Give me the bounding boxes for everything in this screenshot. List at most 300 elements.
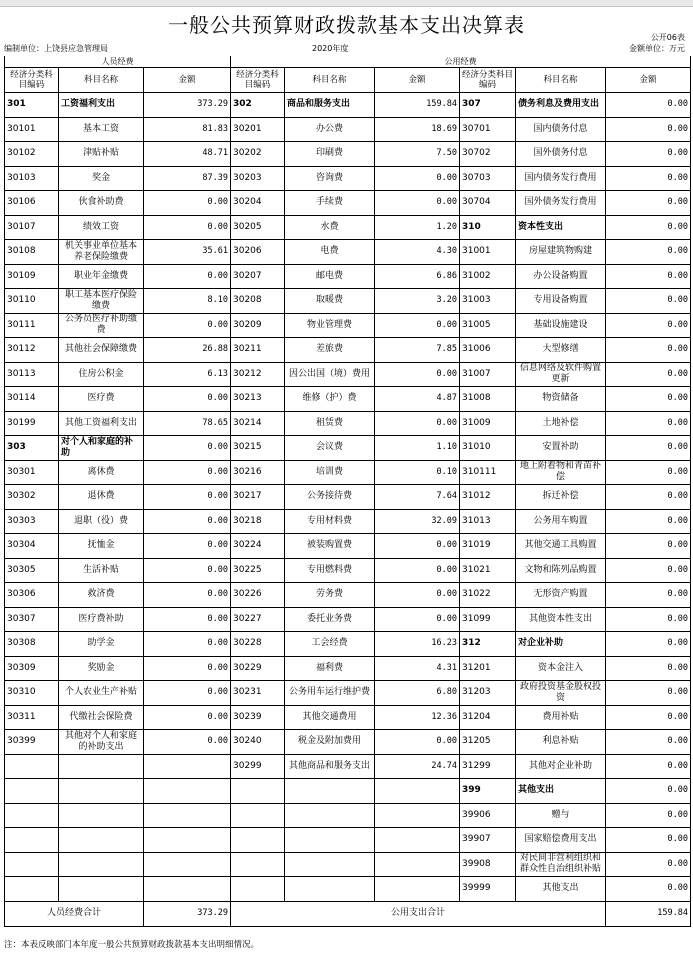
amount-cell[interactable]: 7.85	[375, 338, 460, 363]
name-cell[interactable]: 咨询费	[285, 166, 375, 191]
name-cell[interactable]: 会议费	[285, 436, 375, 461]
code-cell[interactable]: 31299	[460, 754, 516, 779]
code-cell[interactable]: 31099	[460, 607, 516, 632]
code-cell[interactable]: 30217	[231, 485, 285, 510]
amount-cell[interactable]: 0.00	[606, 583, 691, 608]
name-cell[interactable]: 伙食补助费	[59, 191, 144, 216]
amount-cell[interactable]: 0.00	[144, 313, 231, 338]
code-cell[interactable]: 30304	[5, 534, 59, 559]
name-cell[interactable]: 因公出国（境）费用	[285, 362, 375, 387]
amount-cell[interactable]: 0.00	[375, 534, 460, 559]
code-cell[interactable]: 31012	[460, 485, 516, 510]
amount-cell[interactable]: 0.00	[606, 240, 691, 265]
name-cell[interactable]: 手续费	[285, 191, 375, 216]
amount-cell[interactable]	[144, 779, 231, 804]
amount-cell[interactable]: 87.39	[144, 166, 231, 191]
amount-cell[interactable]: 0.00	[144, 215, 231, 240]
amount-cell[interactable]: 0.00	[606, 166, 691, 191]
name-cell[interactable]: 工会经费	[285, 632, 375, 657]
code-cell[interactable]: 30112	[5, 338, 59, 363]
code-cell[interactable]: 30301	[5, 460, 59, 485]
name-cell[interactable]: 国内债务发行费用	[516, 166, 606, 191]
code-cell[interactable]: 30299	[231, 754, 285, 779]
public-total-value[interactable]: 159.84	[606, 901, 691, 926]
amount-cell[interactable]: 0.00	[144, 632, 231, 657]
amount-cell[interactable]: 0.00	[606, 558, 691, 583]
amount-cell[interactable]: 0.00	[144, 387, 231, 412]
amount-cell[interactable]: 4.30	[375, 240, 460, 265]
name-cell[interactable]: 国内债务付息	[516, 117, 606, 142]
code-cell[interactable]: 30225	[231, 558, 285, 583]
name-cell[interactable]: 邮电费	[285, 264, 375, 289]
code-cell[interactable]: 30107	[5, 215, 59, 240]
code-cell[interactable]: 30101	[5, 117, 59, 142]
name-cell[interactable]: 其他资本性支出	[516, 607, 606, 632]
code-cell[interactable]: 30113	[5, 362, 59, 387]
amount-cell[interactable]: 0.00	[375, 313, 460, 338]
amount-cell[interactable]: 0.00	[606, 338, 691, 363]
amount-cell[interactable]: 0.00	[144, 656, 231, 681]
code-cell[interactable]: 39907	[460, 828, 516, 853]
amount-cell[interactable]: 8.10	[144, 289, 231, 314]
code-cell[interactable]: 30201	[231, 117, 285, 142]
code-cell[interactable]: 30202	[231, 142, 285, 167]
amount-cell[interactable]: 0.00	[144, 583, 231, 608]
amount-cell[interactable]: 81.83	[144, 117, 231, 142]
name-cell[interactable]: 其他工资福利支出	[59, 411, 144, 436]
amount-cell[interactable]: 0.00	[606, 803, 691, 828]
code-cell[interactable]: 30102	[5, 142, 59, 167]
name-cell[interactable]: 劳务费	[285, 583, 375, 608]
amount-cell[interactable]: 0.00	[144, 705, 231, 730]
amount-cell[interactable]: 0.00	[144, 534, 231, 559]
amount-cell[interactable]: 0.00	[606, 754, 691, 779]
name-cell[interactable]: 工资福利支出	[59, 93, 144, 118]
amount-cell[interactable]	[144, 877, 231, 902]
name-cell[interactable]: 安置补助	[516, 436, 606, 461]
name-cell[interactable]: 住房公积金	[59, 362, 144, 387]
amount-cell[interactable]: 35.61	[144, 240, 231, 265]
code-cell[interactable]: 31201	[460, 656, 516, 681]
amount-cell[interactable]: 1.10	[375, 436, 460, 461]
code-cell[interactable]: 30110	[5, 289, 59, 314]
name-cell[interactable]: 信息网络及软件购置更新	[516, 362, 606, 387]
name-cell[interactable]: 地上附着物和青苗补偿	[516, 460, 606, 485]
name-cell[interactable]	[285, 779, 375, 804]
amount-cell[interactable]: 0.00	[606, 509, 691, 534]
code-cell[interactable]: 30240	[231, 730, 285, 755]
code-cell[interactable]: 31007	[460, 362, 516, 387]
code-cell[interactable]	[5, 803, 59, 828]
code-cell[interactable]	[231, 852, 285, 877]
code-cell[interactable]: 31010	[460, 436, 516, 461]
code-cell[interactable]	[231, 803, 285, 828]
amount-cell[interactable]: 0.00	[606, 705, 691, 730]
name-cell[interactable]: 资本性支出	[516, 215, 606, 240]
amount-cell[interactable]: 0.00	[606, 289, 691, 314]
name-cell[interactable]: 公务用车运行维护费	[285, 681, 375, 706]
name-cell[interactable]: 文物和陈列品购置	[516, 558, 606, 583]
code-cell[interactable]: 31021	[460, 558, 516, 583]
amount-cell[interactable]: 0.00	[606, 142, 691, 167]
code-cell[interactable]: 30702	[460, 142, 516, 167]
code-cell[interactable]: 312	[460, 632, 516, 657]
amount-cell[interactable]: 48.71	[144, 142, 231, 167]
code-cell[interactable]: 30239	[231, 705, 285, 730]
amount-cell[interactable]: 0.00	[144, 485, 231, 510]
code-cell[interactable]: 31008	[460, 387, 516, 412]
name-cell[interactable]: 拆迁补偿	[516, 485, 606, 510]
code-cell[interactable]: 30309	[5, 656, 59, 681]
name-cell[interactable]: 其他交通费用	[285, 705, 375, 730]
amount-cell[interactable]: 0.00	[375, 191, 460, 216]
amount-cell[interactable]	[375, 803, 460, 828]
amount-cell[interactable]: 24.74	[375, 754, 460, 779]
amount-cell[interactable]: 0.00	[606, 632, 691, 657]
code-cell[interactable]: 31019	[460, 534, 516, 559]
code-cell[interactable]	[5, 852, 59, 877]
name-cell[interactable]: 对企业补助	[516, 632, 606, 657]
code-cell[interactable]: 30213	[231, 387, 285, 412]
name-cell[interactable]: 其他交通工具购置	[516, 534, 606, 559]
amount-cell[interactable]: 0.00	[606, 436, 691, 461]
amount-cell[interactable]: 0.00	[606, 215, 691, 240]
code-cell[interactable]: 31009	[460, 411, 516, 436]
personnel-total-value[interactable]: 373.29	[144, 901, 231, 926]
name-cell[interactable]	[285, 877, 375, 902]
code-cell[interactable]: 30307	[5, 607, 59, 632]
code-cell[interactable]: 31203	[460, 681, 516, 706]
name-cell[interactable]: 国家赔偿费用支出	[516, 828, 606, 853]
amount-cell[interactable]: 32.09	[375, 509, 460, 534]
code-cell[interactable]: 39908	[460, 852, 516, 877]
code-cell[interactable]: 30704	[460, 191, 516, 216]
amount-cell[interactable]	[144, 754, 231, 779]
code-cell[interactable]: 30209	[231, 313, 285, 338]
amount-cell[interactable]: 0.00	[144, 558, 231, 583]
amount-cell[interactable]: 0.00	[606, 460, 691, 485]
name-cell[interactable]: 水费	[285, 215, 375, 240]
name-cell[interactable]: 公务接待费	[285, 485, 375, 510]
name-cell[interactable]: 无形资产购置	[516, 583, 606, 608]
name-cell[interactable]: 土地补偿	[516, 411, 606, 436]
name-cell[interactable]: 退职（役）费	[59, 509, 144, 534]
code-cell[interactable]: 307	[460, 93, 516, 118]
name-cell[interactable]: 取暖费	[285, 289, 375, 314]
name-cell[interactable]: 大型修缮	[516, 338, 606, 363]
name-cell[interactable]: 培训费	[285, 460, 375, 485]
name-cell[interactable]: 物业管理费	[285, 313, 375, 338]
name-cell[interactable]: 利息补贴	[516, 730, 606, 755]
amount-cell[interactable]: 6.86	[375, 264, 460, 289]
name-cell[interactable]: 差旅费	[285, 338, 375, 363]
code-cell[interactable]: 30208	[231, 289, 285, 314]
name-cell[interactable]: 资本金注入	[516, 656, 606, 681]
code-cell[interactable]: 301	[5, 93, 59, 118]
amount-cell[interactable]: 26.88	[144, 338, 231, 363]
code-cell[interactable]: 30226	[231, 583, 285, 608]
name-cell[interactable]: 物资储备	[516, 387, 606, 412]
name-cell[interactable]: 商品和服务支出	[285, 93, 375, 118]
code-cell[interactable]: 30224	[231, 534, 285, 559]
amount-cell[interactable]: 4.31	[375, 656, 460, 681]
name-cell[interactable]: 国外债务发行费用	[516, 191, 606, 216]
name-cell[interactable]: 医疗费	[59, 387, 144, 412]
code-cell[interactable]: 30199	[5, 411, 59, 436]
amount-cell[interactable]: 0.00	[375, 166, 460, 191]
name-cell[interactable]: 赠与	[516, 803, 606, 828]
name-cell[interactable]: 公务员医疗补助缴费	[59, 313, 144, 338]
amount-cell[interactable]: 0.00	[144, 730, 231, 755]
amount-cell[interactable]: 7.50	[375, 142, 460, 167]
amount-cell[interactable]: 0.00	[144, 607, 231, 632]
code-cell[interactable]: 30215	[231, 436, 285, 461]
name-cell[interactable]: 其他商品和服务支出	[285, 754, 375, 779]
amount-cell[interactable]: 0.00	[375, 558, 460, 583]
amount-cell[interactable]: 78.65	[144, 411, 231, 436]
code-cell[interactable]: 30311	[5, 705, 59, 730]
code-cell[interactable]: 31013	[460, 509, 516, 534]
name-cell[interactable]: 机关事业单位基本养老保险缴费	[59, 240, 144, 265]
amount-cell[interactable]: 6.13	[144, 362, 231, 387]
amount-cell[interactable]: 0.00	[606, 362, 691, 387]
code-cell[interactable]: 30308	[5, 632, 59, 657]
code-cell[interactable]: 30203	[231, 166, 285, 191]
code-cell[interactable]: 30111	[5, 313, 59, 338]
code-cell[interactable]: 30106	[5, 191, 59, 216]
amount-cell[interactable]: 16.23	[375, 632, 460, 657]
amount-cell[interactable]: 0.00	[606, 264, 691, 289]
code-cell[interactable]: 30399	[5, 730, 59, 755]
amount-cell[interactable]: 1.20	[375, 215, 460, 240]
name-cell[interactable]: 专用燃料费	[285, 558, 375, 583]
name-cell[interactable]: 对个人和家庭的补助	[59, 436, 144, 461]
amount-cell[interactable]: 0.00	[375, 362, 460, 387]
name-cell[interactable]: 其他对个人和家庭的补助支出	[59, 730, 144, 755]
name-cell[interactable]: 代缴社会保险费	[59, 705, 144, 730]
amount-cell[interactable]: 0.00	[375, 411, 460, 436]
code-cell[interactable]: 30302	[5, 485, 59, 510]
amount-cell[interactable]: 159.84	[375, 93, 460, 118]
name-cell[interactable]: 职业年金缴费	[59, 264, 144, 289]
amount-cell[interactable]: 0.00	[606, 779, 691, 804]
name-cell[interactable]	[59, 828, 144, 853]
name-cell[interactable]: 抚恤金	[59, 534, 144, 559]
amount-cell[interactable]: 0.00	[606, 534, 691, 559]
code-cell[interactable]: 31204	[460, 705, 516, 730]
amount-cell[interactable]: 0.00	[606, 607, 691, 632]
code-cell[interactable]: 30305	[5, 558, 59, 583]
amount-cell[interactable]: 6.80	[375, 681, 460, 706]
name-cell[interactable]: 津贴补贴	[59, 142, 144, 167]
code-cell[interactable]: 30227	[231, 607, 285, 632]
name-cell[interactable]: 租赁费	[285, 411, 375, 436]
amount-cell[interactable]: 0.00	[606, 828, 691, 853]
name-cell[interactable]: 政府投资基金股权投资	[516, 681, 606, 706]
name-cell[interactable]	[285, 852, 375, 877]
code-cell[interactable]	[231, 877, 285, 902]
code-cell[interactable]: 31005	[460, 313, 516, 338]
name-cell[interactable]: 离休费	[59, 460, 144, 485]
amount-cell[interactable]: 3.20	[375, 289, 460, 314]
code-cell[interactable]: 30212	[231, 362, 285, 387]
name-cell[interactable]: 国外债务付息	[516, 142, 606, 167]
amount-cell[interactable]: 0.00	[144, 681, 231, 706]
code-cell[interactable]: 30211	[231, 338, 285, 363]
name-cell[interactable]: 公务用车购置	[516, 509, 606, 534]
name-cell[interactable]: 委托业务费	[285, 607, 375, 632]
code-cell[interactable]: 30109	[5, 264, 59, 289]
name-cell[interactable]	[59, 779, 144, 804]
name-cell[interactable]: 救济费	[59, 583, 144, 608]
name-cell[interactable]: 绩效工资	[59, 215, 144, 240]
amount-cell[interactable]: 18.69	[375, 117, 460, 142]
name-cell[interactable]: 奖金	[59, 166, 144, 191]
code-cell[interactable]: 30206	[231, 240, 285, 265]
name-cell[interactable]: 债务利息及费用支出	[516, 93, 606, 118]
name-cell[interactable]: 专用设备购置	[516, 289, 606, 314]
code-cell[interactable]: 302	[231, 93, 285, 118]
name-cell[interactable]: 福利费	[285, 656, 375, 681]
amount-cell[interactable]	[144, 803, 231, 828]
code-cell[interactable]: 30216	[231, 460, 285, 485]
code-cell[interactable]	[5, 877, 59, 902]
name-cell[interactable]: 职工基本医疗保险缴费	[59, 289, 144, 314]
amount-cell[interactable]: 12.36	[375, 705, 460, 730]
amount-cell[interactable]: 0.00	[606, 681, 691, 706]
name-cell[interactable]	[59, 852, 144, 877]
amount-cell[interactable]: 0.00	[144, 191, 231, 216]
code-cell[interactable]: 303	[5, 436, 59, 461]
code-cell[interactable]	[5, 828, 59, 853]
name-cell[interactable]: 生活补贴	[59, 558, 144, 583]
name-cell[interactable]: 基础设施建设	[516, 313, 606, 338]
name-cell[interactable]	[59, 754, 144, 779]
amount-cell[interactable]: 0.00	[606, 656, 691, 681]
name-cell[interactable]: 其他对企业补助	[516, 754, 606, 779]
name-cell[interactable]: 印刷费	[285, 142, 375, 167]
amount-cell[interactable]: 0.00	[375, 730, 460, 755]
amount-cell[interactable]: 4.87	[375, 387, 460, 412]
code-cell[interactable]: 30103	[5, 166, 59, 191]
code-cell[interactable]: 30108	[5, 240, 59, 265]
code-cell[interactable]: 31003	[460, 289, 516, 314]
amount-cell[interactable]: 0.00	[606, 730, 691, 755]
amount-cell[interactable]	[144, 828, 231, 853]
code-cell[interactable]: 30218	[231, 509, 285, 534]
totals-row	[5, 901, 691, 926]
name-cell[interactable]: 退休费	[59, 485, 144, 510]
code-cell[interactable]: 310111	[460, 460, 516, 485]
amount-cell[interactable]: 0.00	[375, 607, 460, 632]
code-cell[interactable]: 30231	[231, 681, 285, 706]
code-cell[interactable]: 30303	[5, 509, 59, 534]
name-cell[interactable]: 费用补贴	[516, 705, 606, 730]
code-cell[interactable]: 30214	[231, 411, 285, 436]
name-cell[interactable]: 税金及附加费用	[285, 730, 375, 755]
amount-cell[interactable]	[375, 828, 460, 853]
name-cell[interactable]: 医疗费补助	[59, 607, 144, 632]
code-cell[interactable]: 30701	[460, 117, 516, 142]
amount-cell[interactable]	[375, 852, 460, 877]
code-cell[interactable]: 399	[460, 779, 516, 804]
amount-cell[interactable]: 0.00	[144, 436, 231, 461]
amount-cell[interactable]: 0.00	[606, 387, 691, 412]
name-cell[interactable]: 办公费	[285, 117, 375, 142]
name-cell[interactable]: 房屋建筑物购建	[516, 240, 606, 265]
amount-cell[interactable]: 0.00	[375, 583, 460, 608]
name-cell[interactable]: 个人农业生产补贴	[59, 681, 144, 706]
name-cell[interactable]	[285, 828, 375, 853]
amount-cell[interactable]: 0.00	[144, 509, 231, 534]
code-cell[interactable]: 31022	[460, 583, 516, 608]
amount-cell[interactable]: 0.00	[606, 485, 691, 510]
name-cell[interactable]: 电费	[285, 240, 375, 265]
amount-cell[interactable]	[375, 877, 460, 902]
code-cell[interactable]: 39906	[460, 803, 516, 828]
name-cell[interactable]: 奖励金	[59, 656, 144, 681]
amount-cell[interactable]: 0.00	[144, 264, 231, 289]
code-cell[interactable]: 30229	[231, 656, 285, 681]
name-cell[interactable]	[59, 803, 144, 828]
code-cell[interactable]	[5, 779, 59, 804]
code-cell[interactable]	[5, 754, 59, 779]
name-cell[interactable]: 其他社会保障缴费	[59, 338, 144, 363]
amount-cell[interactable]: 0.00	[144, 460, 231, 485]
code-cell[interactable]: 30114	[5, 387, 59, 412]
name-cell[interactable]: 其他支出	[516, 877, 606, 902]
code-cell[interactable]: 310	[460, 215, 516, 240]
amount-cell[interactable]: 0.00	[606, 411, 691, 436]
name-cell[interactable]: 助学金	[59, 632, 144, 657]
name-cell[interactable]: 被装购置费	[285, 534, 375, 559]
code-cell[interactable]: 31001	[460, 240, 516, 265]
amount-cell[interactable]: 0.10	[375, 460, 460, 485]
code-cell[interactable]	[231, 828, 285, 853]
amount-cell[interactable]: 0.00	[606, 93, 691, 118]
code-cell[interactable]: 30205	[231, 215, 285, 240]
amount-cell[interactable]: 0.00	[606, 877, 691, 902]
amount-cell[interactable]: 0.00	[606, 852, 691, 877]
code-cell[interactable]: 30310	[5, 681, 59, 706]
amount-cell[interactable]: 0.00	[606, 117, 691, 142]
amount-cell[interactable]: 0.00	[606, 313, 691, 338]
name-cell[interactable]: 维修（护）费	[285, 387, 375, 412]
code-cell[interactable]: 30207	[231, 264, 285, 289]
code-cell[interactable]: 30306	[5, 583, 59, 608]
amount-cell[interactable]: 373.29	[144, 93, 231, 118]
code-cell[interactable]: 31205	[460, 730, 516, 755]
code-cell[interactable]	[231, 779, 285, 804]
name-cell[interactable]	[59, 877, 144, 902]
name-cell[interactable]: 基本工资	[59, 117, 144, 142]
amount-cell[interactable]	[144, 852, 231, 877]
name-cell[interactable]: 对民间非营利组织和群众性自治组织补贴	[516, 852, 606, 877]
code-cell[interactable]: 30228	[231, 632, 285, 657]
amount-cell[interactable]: 7.64	[375, 485, 460, 510]
name-cell[interactable]: 办公设备购置	[516, 264, 606, 289]
amount-cell[interactable]: 0.00	[606, 191, 691, 216]
code-cell[interactable]: 39999	[460, 877, 516, 902]
code-cell[interactable]: 31006	[460, 338, 516, 363]
name-cell[interactable]: 其他支出	[516, 779, 606, 804]
name-cell[interactable]	[285, 803, 375, 828]
code-cell[interactable]: 30703	[460, 166, 516, 191]
amount-cell[interactable]	[375, 779, 460, 804]
name-cell[interactable]: 专用材料费	[285, 509, 375, 534]
code-cell[interactable]: 30204	[231, 191, 285, 216]
code-cell[interactable]: 31002	[460, 264, 516, 289]
